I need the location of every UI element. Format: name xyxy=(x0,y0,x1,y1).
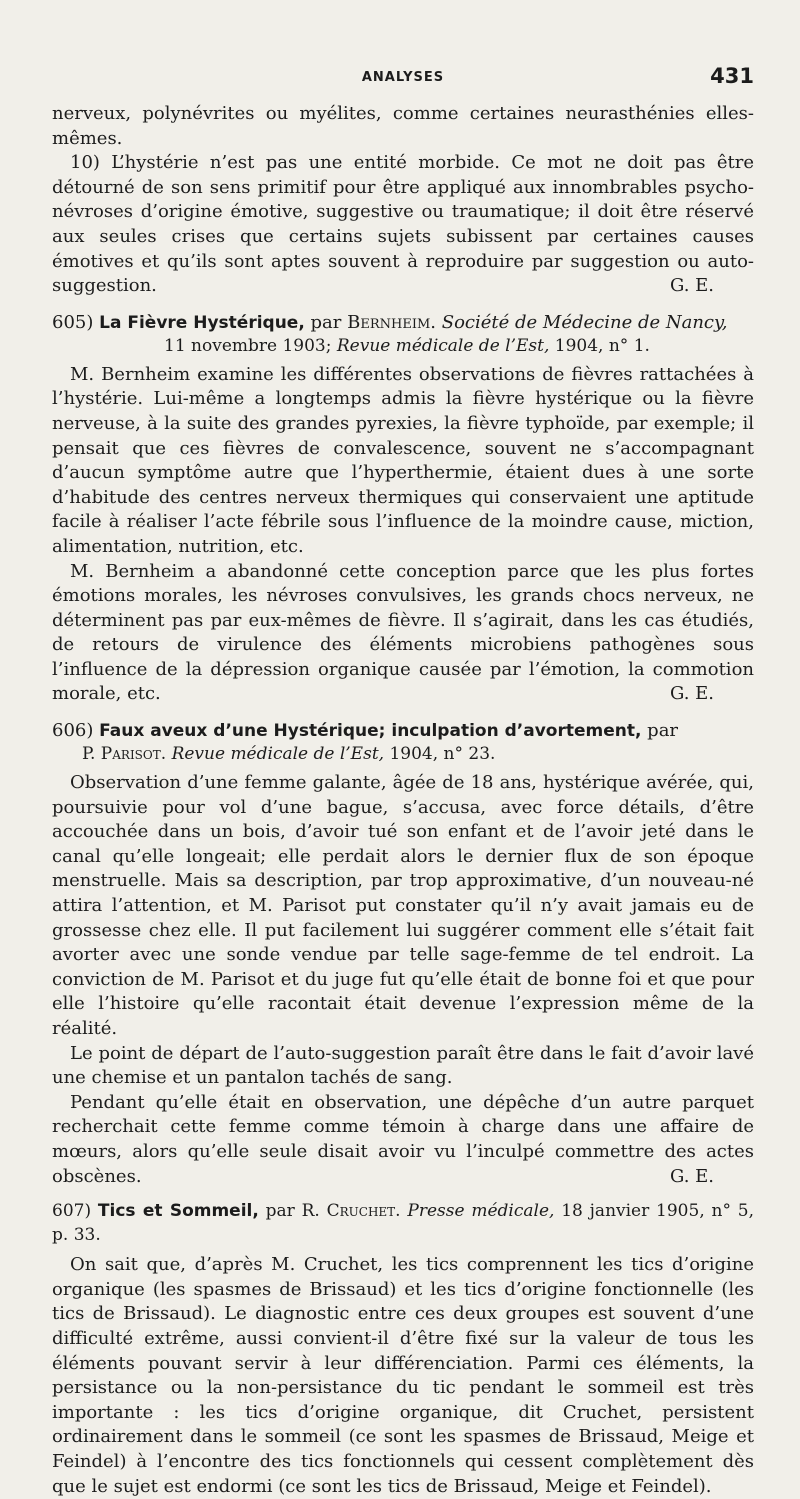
entry-paragraph: Le point de départ de l’auto-suggestion paraît être dans le fait d’avoir lavé une chemise et un pantalon tachés de sang. xyxy=(52,1042,754,1089)
entry-author: R. Cruchet. xyxy=(301,1201,401,1222)
entry-header-607 xyxy=(52,1199,754,1247)
entry-by: par xyxy=(310,311,342,333)
entry-issue: 18 janvier 1905, n° 5, p. 33. xyxy=(52,1201,755,1246)
entry-author: Bernheim. xyxy=(347,311,436,333)
signature: G. E. xyxy=(669,683,714,705)
entry-text: M. Bernheim a abandonné cette conception parce que les plus fortes émotions morales, les névroses convulsives, les grands chocs nerveux, ne déterminent pas par eux-mêmes de fièvre. Il s’agirait, dans les cas étudiés, de retours de virulence des éléments microbiens pathogènes sous l’influence de la dépression organique causée par l’émotion, la commotion morale, etc. xyxy=(52,560,754,705)
entry-by: par xyxy=(647,720,679,742)
signature: G. E. xyxy=(669,1165,714,1187)
entry-paragraph xyxy=(52,560,754,708)
entry-date: 11 novembre 1903; xyxy=(164,335,332,356)
entry-header-605 xyxy=(52,311,754,357)
entry-title: Faux aveux d’une Hystérique; inculpation d’avortement, xyxy=(99,721,642,742)
intro-text: 10) L’hystérie n’est pas une entité morbide. Ce mot ne doit pas être détourné de son sens primitif pour être appliqué aux innombrables psycho-névroses d’origine émotive, suggestive ou traumatique; il doit être réservé aux seules crises que certains sujets subissent par certaines causes émotives et qu’ils sont aptes souvent à reproduire par suggestion ou auto-suggestion. xyxy=(52,152,754,297)
entry-paragraph: On sait que, d’après M. Cruchet, les tics comprennent les tics d’origine organique (les spasmes de Brissaud) et les tics d’origine fonctionnelle (les tics de Brissaud). Le diagnostic entre ces deux groupes est souvent d’une difficulté extrême, aussi convient-il d’être fixé sur la valeur de tous les éléments pouvant servir à leur différenciation. Parmi ces éléments, la persistance ou la non-persistance du tic pendant le sommeil est très importante : les tics d’origine organique, dit Cruchet, persistent ordinairement dans le sommeil (ce sont les spasmes de Brissaud, Meige et Feindel) à l’encontre des tics fonctionnels qui cessent complètement dès que le sujet est endormi (ce sont les tics de Brissaud, Meige et Feindel). xyxy=(52,1254,754,1497)
entry-paragraph: M. Bernheim examine les différentes observations de fièvres rattachées à l’hystérie. Lui-même a longtemps admis la fièvre hystérique ou la fièvre nerveuse, à la suite des grandes pyrexies, la fièvre typhoïde, par exemple; il pensait que ces fièvres de convalescence, souvent ne s’accompagnant d’aucun symptôme autre que l’hyperthermie, étaient dues à une sorte d’habitude des centres nerveux thermiques qui conservaient une aptitude facile à réaliser l’acte fébrile sous l’influence de la moindre cause, miction, alimentation, nutrition, etc. xyxy=(52,363,754,557)
page-header xyxy=(52,62,754,102)
entry-title: Tics et Sommeil, xyxy=(97,1201,259,1222)
entry-number: 605) xyxy=(52,311,94,333)
entry-by: par xyxy=(265,1201,295,1222)
entry-text: Pendant qu’elle était en observation, une dépêche d’un autre parquet recherchait cette femme comme témoin à charge dans une affaire de mœurs, alors qu’elle seule disait avoir vu l’inculpé commettre des actes obscènes. xyxy=(52,1091,754,1187)
intro-paragraph xyxy=(52,151,754,299)
entry-author: P. Parisot. xyxy=(82,744,167,765)
entry-number: 607) xyxy=(52,1201,92,1222)
page xyxy=(52,62,754,1499)
entry-issue: 1904, n° 23. xyxy=(389,744,496,765)
intro-paragraph: nerveux, polynévrites ou myélites, comme certaines neurasthénies elles-mêmes. xyxy=(52,103,754,149)
signature: G. E. xyxy=(669,275,714,297)
entry-number: 606) xyxy=(52,720,94,742)
entry-source: Revue médicale de l’Est, xyxy=(171,744,385,765)
entry-paragraph: Observation d’une femme galante, âgée de 18 ans, hystérique avérée, qui, poursuivie pour vol d’une bague, s’accusa, avec force détails, d’être accouchée dans un bois, d’avoir tué son enfant et de l’avoir jeté dans le canal qu’elle longeait; elle perdait alors le dernier flux de son époque menstruelle. Mais sa description, par trop approximative, d’un nouveau-né attira l’attention, et M. Parisot put constater qu’il n’y avait jamais eu de grossesse chez elle. Il put facilement lui suggérer comment elle s’était fait avorter avec une sonde vendue par telle sage-femme de tel endroit. La conviction de M. Parisot et du juge fut qu’elle était de bonne foi et que pour elle l’histoire qu’elle racontait était devenue l’expression même de la réalité. xyxy=(52,772,754,1039)
entry-source: Société de Médecine de Nancy, xyxy=(441,311,728,333)
entry-issue: 1904, n° 1. xyxy=(554,335,650,356)
entry-header-606 xyxy=(52,719,754,765)
running-title: ANALYSES xyxy=(361,70,445,85)
entry-source: Revue médicale de l’Est, xyxy=(336,335,550,356)
entry-paragraph xyxy=(52,1091,754,1189)
page-number: 431 xyxy=(710,64,754,88)
entry-source: Presse médicale, xyxy=(407,1201,555,1222)
entry-title: La Fièvre Hystérique, xyxy=(99,312,305,333)
